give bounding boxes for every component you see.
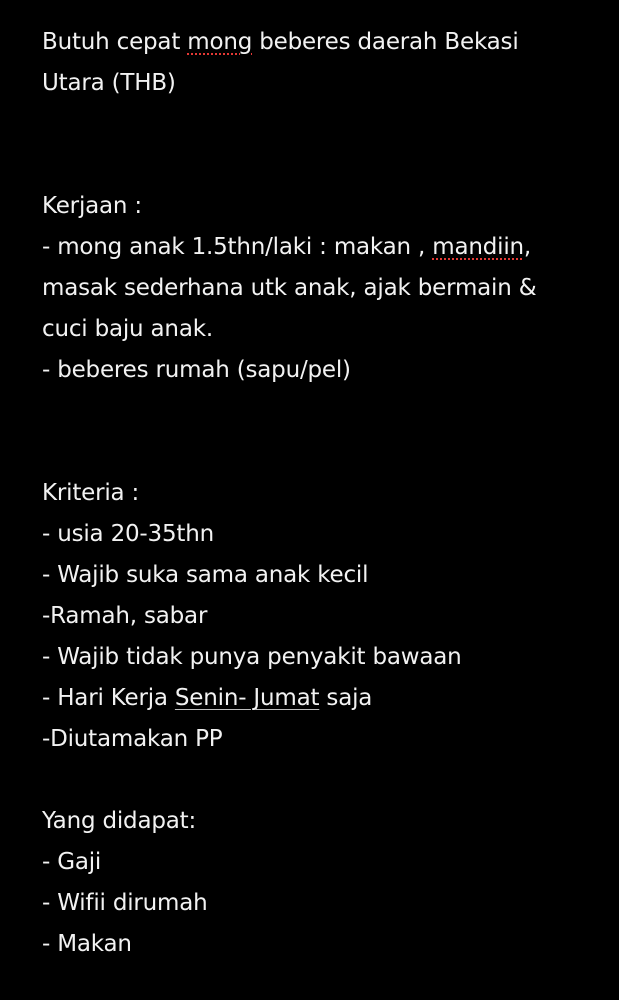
- kerjaan-item-1-text: - mong anak 1.5thn/laki : makan ,: [42, 234, 433, 260]
- kerjaan-item-1-line-2: masak sederhana utk anak, ajak bermain &: [42, 275, 537, 301]
- kerjaan-heading: Kerjaan :: [42, 193, 142, 219]
- note-text-area[interactable]: [42, 22, 602, 965]
- kerjaan-item-1-comma: ,: [523, 234, 532, 260]
- kriteria-heading: Kriteria :: [42, 480, 140, 506]
- title-line-1: [42, 22, 602, 63]
- kriteria-item-3: -Ramah, sabar: [42, 603, 208, 629]
- misspelled-word-mandiin[interactable]: mandiin: [432, 234, 524, 260]
- kriteria-item-5-end: saja: [319, 685, 373, 711]
- misspelled-word-mong[interactable]: mong: [187, 29, 253, 55]
- kriteria-item-2: - Wajib suka sama anak kecil: [42, 562, 369, 588]
- kerjaan-item-2: - beberes rumah (sapu/pel): [42, 357, 351, 383]
- kriteria-item-4: - Wajib tidak punya penyakit bawaan: [42, 644, 462, 670]
- kerjaan-item-1: [42, 227, 602, 268]
- blank-space: [42, 104, 602, 186]
- yang-didapat-heading: Yang didapat:: [42, 808, 197, 834]
- title-line-2: Utara (THB): [42, 70, 176, 96]
- yang-didapat-item-1: - Gaji: [42, 849, 102, 875]
- title-text-end: beberes daerah Bekasi: [252, 29, 519, 55]
- date-link-senin-jumat[interactable]: Senin- Jumat: [174, 685, 320, 711]
- blank-space: [42, 760, 602, 801]
- kriteria-item-5: [42, 678, 602, 719]
- yang-didapat-item-2: - Wifii dirumah: [42, 890, 208, 916]
- yang-didapat-item-3: - Makan: [42, 931, 132, 957]
- kriteria-item-1: - usia 20-35thn: [42, 521, 214, 547]
- kerjaan-item-1-line-3: cuci baju anak.: [42, 316, 213, 342]
- kriteria-item-5-text: - Hari Kerja: [42, 685, 175, 711]
- title-text-start: Butuh cepat: [42, 29, 188, 55]
- kriteria-item-6: -Diutamakan PP: [42, 726, 223, 752]
- blank-space: [42, 391, 602, 473]
